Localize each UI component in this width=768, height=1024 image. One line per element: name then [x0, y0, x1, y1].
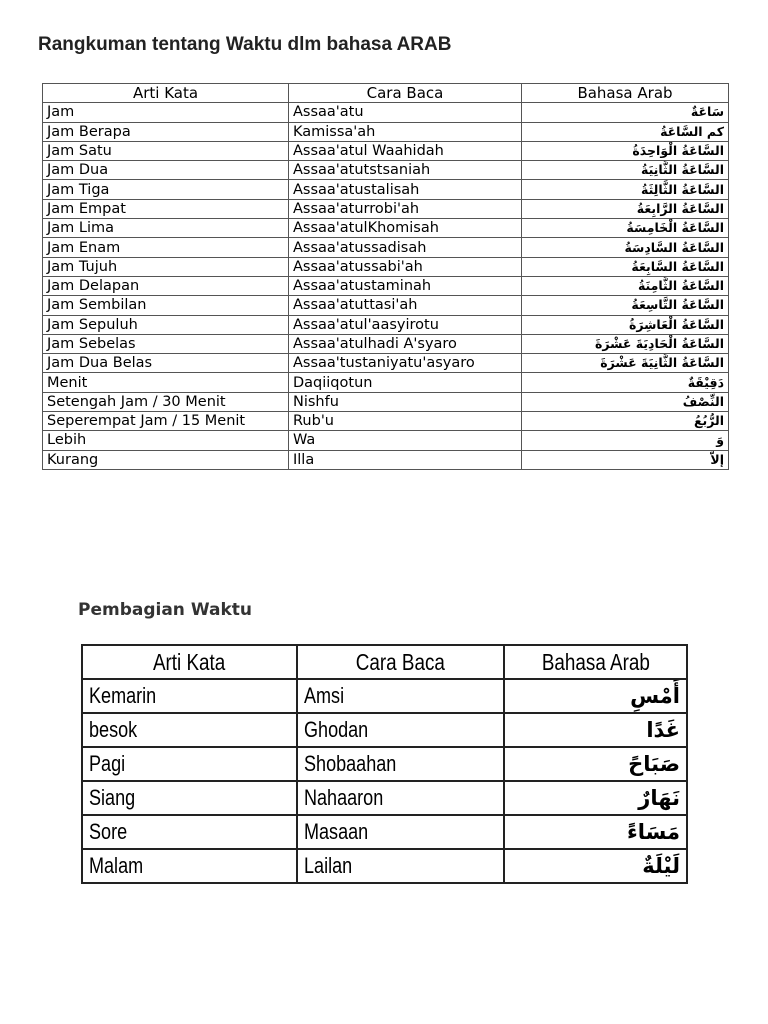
- cell-bahasa-arab: السَّاعَةُ الثَّانِيَةَ عَشْرَةَ: [522, 354, 729, 373]
- table-row: [82, 815, 687, 849]
- cell-bahasa-arab: الرُّبُعُ: [522, 412, 729, 431]
- cell-bahasa-arab: السَّاعَةُ السَّادِسَةُ: [522, 238, 729, 257]
- cell-arti-kata: Pagi: [82, 747, 297, 781]
- cell-arti-kata: Siang: [82, 781, 297, 815]
- cell-arti-kata: Jam Tujuh: [43, 257, 289, 276]
- cell-arti-kata: Jam Berapa: [43, 122, 289, 141]
- table-row: [43, 161, 729, 180]
- cell-arti-kata: Jam Sepuluh: [43, 315, 289, 334]
- cell-arti-kata: Jam Lima: [43, 219, 289, 238]
- table-row: [82, 679, 687, 713]
- section-title-pembagian-waktu: Pembagian Waktu: [78, 600, 252, 620]
- table-row: [43, 392, 729, 411]
- cell-cara-baca: Nahaaron: [297, 781, 504, 815]
- cell-bahasa-arab: السَّاعَةُ التَّاسِعَةُ: [522, 296, 729, 315]
- cell-arti-kata: Jam Empat: [43, 199, 289, 218]
- cell-cara-baca: Kamissa'ah: [289, 122, 522, 141]
- table-header-row: [82, 645, 687, 679]
- table-row: [43, 103, 729, 122]
- cell-bahasa-arab: غَدًا: [504, 713, 687, 747]
- cell-bahasa-arab: سَاعَةٌ: [522, 103, 729, 122]
- cell-bahasa-arab: السَّاعَةُ الْخَامِسَةُ: [522, 219, 729, 238]
- cell-cara-baca: Amsi: [297, 679, 504, 713]
- table-row: [43, 238, 729, 257]
- cell-bahasa-arab: دَقِيْقَةٌ: [522, 373, 729, 392]
- cell-cara-baca: Assaa'atulhadi A'syaro: [289, 334, 522, 353]
- cell-arti-kata: Jam Tiga: [43, 180, 289, 199]
- cell-cara-baca: Assaa'aturrobi'ah: [289, 199, 522, 218]
- table-row: [43, 219, 729, 238]
- table-row: [43, 431, 729, 450]
- cell-bahasa-arab: السَّاعَةُ الثَّالِثَةُ: [522, 180, 729, 199]
- cell-cara-baca: Nishfu: [289, 392, 522, 411]
- cell-cara-baca: Lailan: [297, 849, 504, 883]
- column-header-arti-kata: Arti Kata: [82, 645, 297, 679]
- cell-arti-kata: Kurang: [43, 450, 289, 469]
- cell-cara-baca: Assaa'atustaminah: [289, 276, 522, 295]
- cell-arti-kata: Kemarin: [82, 679, 297, 713]
- table-row: [43, 141, 729, 160]
- cell-bahasa-arab: السَّاعَةُ الْوَاحِدَةُ: [522, 141, 729, 160]
- table-row: [43, 315, 729, 334]
- cell-arti-kata: besok: [82, 713, 297, 747]
- cell-bahasa-arab: السَّاعَةُ الْعَاشِرَةُ: [522, 315, 729, 334]
- table-row: [43, 296, 729, 315]
- cell-bahasa-arab: أَمْسِ: [504, 679, 687, 713]
- cell-bahasa-arab: إلاَّ: [522, 450, 729, 469]
- document-title: Rangkuman tentang Waktu dlm bahasa ARAB: [38, 34, 452, 55]
- cell-bahasa-arab: السَّاعَةُ الْحَادِيَةَ عَشْرَةَ: [522, 334, 729, 353]
- column-header-arti-kata: Arti Kata: [43, 84, 289, 103]
- table-row: [43, 199, 729, 218]
- time-division-table: [81, 644, 688, 884]
- table-row: [82, 713, 687, 747]
- cell-arti-kata: Jam Satu: [43, 141, 289, 160]
- table-row: [43, 412, 729, 431]
- cell-cara-baca: Assaa'atul Waahidah: [289, 141, 522, 160]
- cell-cara-baca: Illa: [289, 450, 522, 469]
- table-row: [43, 334, 729, 353]
- cell-arti-kata: Jam Dua Belas: [43, 354, 289, 373]
- cell-bahasa-arab: كم السَّاعَةُ: [522, 122, 729, 141]
- cell-cara-baca: Assaa'atutstsaniah: [289, 161, 522, 180]
- cell-bahasa-arab: السَّاعَةُ السَّابِعَةُ: [522, 257, 729, 276]
- cell-bahasa-arab: مَسَاءً: [504, 815, 687, 849]
- table-row: [43, 450, 729, 469]
- cell-arti-kata: Lebih: [43, 431, 289, 450]
- cell-cara-baca: Assaa'atuttasi'ah: [289, 296, 522, 315]
- cell-arti-kata: Sore: [82, 815, 297, 849]
- cell-cara-baca: Assaa'atustalisah: [289, 180, 522, 199]
- cell-arti-kata: Jam Sembilan: [43, 296, 289, 315]
- table-row: [43, 276, 729, 295]
- cell-arti-kata: Jam Delapan: [43, 276, 289, 295]
- cell-cara-baca: Assaa'atussabi'ah: [289, 257, 522, 276]
- cell-cara-baca: Assaa'atulKhomisah: [289, 219, 522, 238]
- cell-bahasa-arab: لَيْلَةٌ: [504, 849, 687, 883]
- column-header-bahasa-arab: Bahasa Arab: [504, 645, 687, 679]
- time-summary-table: [42, 83, 729, 470]
- cell-bahasa-arab: صَبَاحً: [504, 747, 687, 781]
- cell-bahasa-arab: نَهَارٌ: [504, 781, 687, 815]
- cell-arti-kata: Malam: [82, 849, 297, 883]
- cell-bahasa-arab: وَ: [522, 431, 729, 450]
- cell-arti-kata: Jam Sebelas: [43, 334, 289, 353]
- cell-cara-baca: Ghodan: [297, 713, 504, 747]
- cell-cara-baca: Daqiiqotun: [289, 373, 522, 392]
- cell-arti-kata: Jam: [43, 103, 289, 122]
- cell-bahasa-arab: السَّاعَةُ الثَّانِيَةُ: [522, 161, 729, 180]
- table-row: [43, 373, 729, 392]
- cell-cara-baca: Assaa'tustaniyatu'asyaro: [289, 354, 522, 373]
- column-header-cara-baca: Cara Baca: [297, 645, 504, 679]
- cell-bahasa-arab: السَّاعَةُ الثَّامِنَةُ: [522, 276, 729, 295]
- table-row: [82, 781, 687, 815]
- table-header-row: [43, 84, 729, 103]
- cell-cara-baca: Shobaahan: [297, 747, 504, 781]
- column-header-cara-baca: Cara Baca: [289, 84, 522, 103]
- cell-arti-kata: Jam Enam: [43, 238, 289, 257]
- cell-cara-baca: Rub'u: [289, 412, 522, 431]
- cell-arti-kata: Seperempat Jam / 15 Menit: [43, 412, 289, 431]
- cell-bahasa-arab: السَّاعَةُ الرَّابِعَةُ: [522, 199, 729, 218]
- table-row: [43, 180, 729, 199]
- cell-cara-baca: Masaan: [297, 815, 504, 849]
- cell-bahasa-arab: النِّصْفُ: [522, 392, 729, 411]
- table-row: [43, 354, 729, 373]
- cell-cara-baca: Assaa'atu: [289, 103, 522, 122]
- table-row: [82, 849, 687, 883]
- cell-arti-kata: Setengah Jam / 30 Menit: [43, 392, 289, 411]
- cell-arti-kata: Jam Dua: [43, 161, 289, 180]
- cell-cara-baca: Assaa'atussadisah: [289, 238, 522, 257]
- column-header-bahasa-arab: Bahasa Arab: [522, 84, 729, 103]
- cell-cara-baca: Assaa'atul'aasyirotu: [289, 315, 522, 334]
- table-row: [43, 122, 729, 141]
- table-row: [82, 747, 687, 781]
- cell-arti-kata: Menit: [43, 373, 289, 392]
- cell-cara-baca: Wa: [289, 431, 522, 450]
- table-row: [43, 257, 729, 276]
